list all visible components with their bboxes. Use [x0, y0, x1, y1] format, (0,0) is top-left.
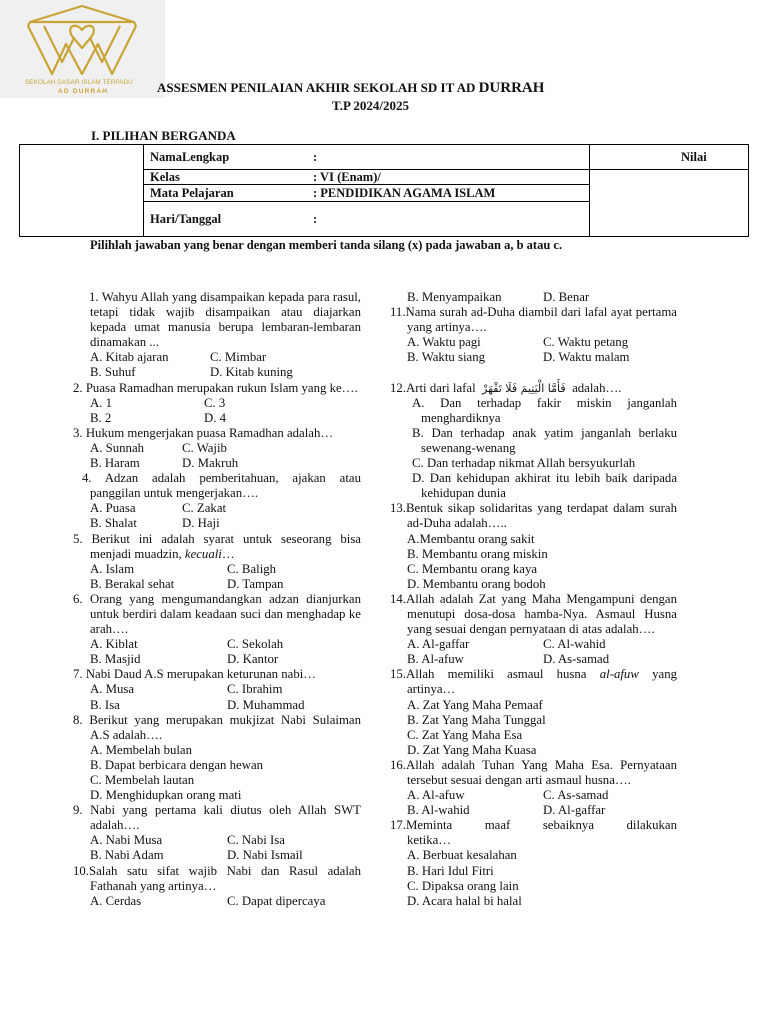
option-c[interactable]: C. As-samad: [543, 788, 609, 803]
class-field[interactable]: : VI (Enam)/: [313, 170, 381, 184]
question-15: [390, 667, 677, 758]
exam-year: T.P 2024/2025: [332, 98, 410, 113]
question-1: [73, 290, 361, 381]
option-c[interactable]: C. Al-wahid: [543, 637, 606, 652]
options-row: [390, 350, 677, 365]
option-c[interactable]: C. Dapat dipercaya: [227, 893, 326, 908]
option-b[interactable]: B. Haram: [90, 456, 140, 471]
options-row: [73, 516, 361, 531]
option-d[interactable]: D. Kantor: [227, 652, 279, 667]
options-row: [390, 743, 677, 758]
question-text: Meminta maaf sebaiknya dilakukan ketika…: [406, 818, 677, 848]
option-a[interactable]: A. Al-afuw: [407, 788, 465, 803]
question-number: 1.: [89, 290, 99, 304]
question-number: 13.: [390, 501, 406, 516]
question-5: [73, 532, 361, 592]
questions-right-column: [390, 290, 677, 909]
question-number: 3.: [73, 425, 83, 440]
question-text: Allah memiliki asmaul husna: [406, 667, 587, 682]
question-text: Nama surah ad-Duha diambil dari lafal ayat pertama yang artinya….: [405, 305, 677, 335]
option-a[interactable]: A. Berbuat kesalahan: [407, 848, 517, 863]
question-number: 8.: [73, 712, 83, 727]
question-number: 7.: [73, 667, 83, 682]
question-number: 6.: [73, 591, 83, 606]
option-d[interactable]: D. As-samad: [543, 652, 610, 667]
options-row: [73, 350, 361, 365]
options-row: [390, 532, 677, 547]
question-3: [73, 426, 361, 471]
option-b[interactable]: B. Berakal sehat: [90, 576, 175, 591]
question-tail: yang artinya…: [407, 667, 677, 697]
options-row: [390, 652, 677, 667]
date-label: Hari/Tanggal: [150, 212, 222, 226]
question-text: Wahyu Allah yang disampaikan kepada para rasul, tetapi tidak wajib disampaikan atau diajarkan kepada umat manusia berupa lembaran-lembaran dinamakan ...: [90, 290, 362, 350]
question-4: [73, 471, 361, 531]
question-text: Berikut ini adalah syarat untuk seseorang bisa menjadi muadzin,: [90, 531, 361, 561]
option-b[interactable]: B. Menyampaikan: [407, 290, 502, 304]
options-row: [73, 456, 361, 471]
question-tail: …: [221, 546, 235, 561]
options-row: [73, 833, 361, 848]
option-b[interactable]: B. Al-wahid: [407, 803, 470, 818]
options-row: [390, 848, 677, 863]
section-title: I. PILIHAN BERGANDA: [91, 128, 236, 143]
option-a[interactable]: A. Nabi Musa: [90, 833, 163, 848]
option-d[interactable]: D. Membantu orang bodoh: [407, 576, 546, 591]
option-c[interactable]: C. Mimbar: [210, 350, 267, 365]
options-row: [390, 562, 677, 577]
option-d[interactable]: D. Makruh: [182, 456, 239, 471]
option-d[interactable]: D. Acara halal bi halal: [407, 893, 522, 908]
option-c[interactable]: C. Membelah lautan: [90, 773, 195, 787]
options-row: [73, 637, 361, 652]
option-b[interactable]: B. Waktu siang: [407, 350, 485, 365]
option-c[interactable]: C. Ibrahim: [227, 682, 283, 697]
option-b[interactable]: B. Al-afuw: [407, 652, 464, 667]
question-text: Orang yang mengumandangkan adzan dianjurkan untuk berdiri dalam keadaan suci dan menghadap ke arah….: [89, 591, 361, 637]
options-row: [390, 788, 677, 803]
options-row: [73, 652, 361, 667]
logo-school-name: AD DURRAH: [58, 88, 109, 95]
option-a[interactable]: A. Al-gaffar: [407, 637, 470, 652]
question-text: Salah satu sifat wajib Nabi dan Rasul adalah Fathanah yang artinya…: [89, 863, 361, 893]
question-number: 11.: [390, 305, 406, 320]
option-c[interactable]: C. 3: [204, 395, 226, 410]
options-row: [73, 848, 361, 863]
exam-title-main: ASSESMEN PENILAIAN AKHIR SEKOLAH SD IT AD: [157, 80, 476, 95]
option-c[interactable]: C. Waktu petang: [543, 335, 629, 350]
option-c[interactable]: C. Baligh: [227, 561, 277, 576]
option-b[interactable]: B. Masjid: [90, 652, 141, 667]
option-d[interactable]: D. Dan kehidupan akhirat itu lebih baik daripada kehidupan dunia: [412, 471, 678, 501]
question-11: [390, 305, 677, 365]
question-16: [390, 758, 677, 818]
question-17: [390, 818, 677, 909]
option-c[interactable]: C. Zakat: [182, 501, 227, 516]
option-a[interactable]: A. Puasa: [90, 501, 136, 516]
option-d[interactable]: D. Benar: [543, 290, 590, 304]
options-row: [73, 788, 361, 803]
question-number: 10.: [73, 863, 89, 878]
option-c[interactable]: C. Wajib: [182, 440, 227, 455]
options-row: [73, 562, 361, 577]
question-number: 14.: [390, 591, 406, 606]
question-number: 12.: [390, 380, 406, 395]
options-row: [390, 698, 677, 713]
options-row: [73, 577, 361, 592]
question-6: [73, 592, 361, 667]
question-text: Berikut yang merupakan mukjizat Nabi Sulaiman A.S adalah….: [89, 712, 361, 742]
arabic-verse: فَأَمَّا الْيَتِيمَ فَلَا تَقْهَرْ: [482, 381, 566, 395]
options-row: [73, 441, 361, 456]
options-row: [390, 577, 677, 592]
option-c[interactable]: C. Dipaksa orang lain: [407, 878, 519, 893]
grade-label: Nilai: [681, 150, 707, 164]
option-b[interactable]: B. Suhuf: [90, 365, 136, 380]
question-10: [73, 864, 361, 909]
question-12: [390, 381, 677, 502]
name-label: NamaLengkap: [150, 150, 230, 164]
option-a[interactable]: A. Islam: [90, 561, 135, 576]
option-a[interactable]: A. 1: [90, 395, 113, 410]
option-d[interactable]: D. Muhammad: [227, 697, 305, 712]
options-row: [390, 547, 677, 562]
question-text: Allah adalah Zat yang Maha Mengampuni dengan menutupi dosa-dosa hamba-Nya. Asmaul Husna yang sesuai dengan pernyataan di atas adalah….: [406, 591, 677, 637]
option-d[interactable]: D. 4: [204, 410, 227, 425]
option-b[interactable]: B. Shalat: [90, 516, 137, 531]
options-row: [73, 773, 361, 788]
option-a[interactable]: A. Kiblat: [90, 637, 138, 652]
options-row: [390, 894, 677, 909]
exam-title-big: DURRAH: [478, 80, 545, 96]
option-b[interactable]: B. Zat Yang Maha Tunggal: [407, 712, 546, 727]
question-text: Bentuk sikap solidaritas yang terdapat dalam surah ad-Duha adalah…..: [406, 501, 677, 531]
question-number: 5.: [73, 531, 83, 546]
options-row: [390, 335, 677, 350]
options-row: [73, 396, 361, 411]
options-row: [73, 501, 361, 516]
question-text: Nabi yang pertama kali diutus oleh Allah SWT adalah….: [90, 803, 361, 833]
option-c[interactable]: C. Sekolah: [227, 637, 284, 652]
options-row: [390, 713, 677, 728]
subject-field: : PENDIDIKAN AGAMA ISLAM: [313, 186, 496, 200]
option-d[interactable]: D. Kitab kuning: [210, 365, 293, 380]
question-text: Nabi Daud A.S merupakan keturunan nabi…: [85, 667, 317, 682]
question-number: 16.: [390, 757, 406, 772]
option-a[interactable]: A. Musa: [90, 682, 135, 697]
question-text: Allah adalah Tuhan Yang Maha Esa. Pernyataan tersebut sesuai dengan arti asmaul husna….: [406, 757, 677, 787]
options-row: [390, 803, 677, 818]
option-b[interactable]: B. Nabi Adam: [90, 848, 164, 863]
options-row: [390, 879, 677, 894]
question-number: 9.: [73, 803, 83, 818]
question-2: [73, 381, 361, 426]
option-d[interactable]: D. Al-gaffar: [543, 803, 606, 818]
option-c[interactable]: C. Nabi Isa: [227, 833, 285, 848]
school-logo: [0, 0, 165, 98]
option-d[interactable]: D. Nabi Ismail: [227, 848, 303, 863]
option-a[interactable]: A. Zat Yang Maha Pemaaf: [407, 697, 543, 712]
options-row: [73, 698, 361, 713]
instruction-text: Pilihlah jawaban yang benar dengan memberi tanda silang (x) pada jawaban a, b atau c.: [90, 238, 563, 252]
option-a[interactable]: A. Cerdas: [90, 893, 142, 908]
question-text: Adzan adalah pemberitahuan, ajakan atau panggilan untuk mengerjakan….: [90, 471, 361, 501]
options-row: [73, 743, 361, 758]
option-c[interactable]: C. Dan terhadap nikmat Allah bersyukurlah: [412, 456, 636, 471]
options-row: [390, 728, 677, 743]
option-c[interactable]: C. Membantu orang kaya: [407, 561, 538, 576]
option-d[interactable]: D. Zat Yang Maha Kuasa: [407, 742, 537, 757]
options-row: [390, 864, 677, 879]
question-number: 2.: [73, 380, 83, 395]
option-c[interactable]: C. Zat Yang Maha Esa: [407, 727, 523, 742]
options-row: [73, 365, 361, 380]
question-7: [73, 667, 361, 712]
option-a[interactable]: A. Sunnah: [90, 440, 145, 455]
option-b[interactable]: B. Isa: [90, 697, 120, 712]
question-10-continued: [390, 290, 677, 305]
option-a[interactable]: A.Membantu orang sakit: [407, 531, 535, 546]
options-row: [73, 758, 361, 773]
question-9: [73, 803, 361, 863]
exam-title: [157, 80, 544, 97]
question-number: 4.: [82, 471, 92, 486]
option-b[interactable]: B. Dapat berbicara dengan hewan: [90, 757, 264, 772]
option-b[interactable]: B. Hari Idul Fitri: [407, 863, 494, 878]
date-field[interactable]: :: [313, 212, 318, 226]
subject-label: Mata Pelajaran: [150, 186, 234, 200]
question-emphasis: kecuali: [184, 546, 222, 561]
question-emphasis: al-afuw: [599, 667, 639, 682]
option-a[interactable]: A. Kitab ajaran: [90, 350, 169, 365]
class-label: Kelas: [150, 170, 180, 184]
option-a[interactable]: A. Dan terhadap fakir miskin janganlah menghardiknya: [412, 395, 677, 425]
option-a[interactable]: A. Waktu pagi: [407, 335, 481, 350]
question-number: 17.: [390, 818, 406, 833]
identity-table: [19, 144, 749, 237]
option-d[interactable]: D. Menghidupkan orang mati: [90, 788, 242, 803]
option-b[interactable]: B. Dan terhadap anak yatim janganlah berlaku sewenang-wenang: [412, 425, 677, 455]
questions-left-column: [73, 290, 361, 909]
question-13: [390, 501, 677, 592]
options-row: [390, 637, 677, 652]
question-text: Puasa Ramadhan merupakan rukun Islam yang ke….: [85, 380, 358, 395]
question-text: Hukum mengerjakan puasa Ramadhan adalah…: [85, 425, 334, 440]
name-field[interactable]: :: [313, 150, 318, 164]
option-a[interactable]: A. Membelah bulan: [90, 742, 192, 757]
question-text: Arti dari lafal: [406, 380, 476, 395]
options-row: [73, 682, 361, 697]
question-number: 15.: [390, 667, 406, 682]
option-d[interactable]: D. Haji: [182, 516, 220, 531]
options-row: [73, 411, 361, 426]
question-8: [73, 713, 361, 804]
crown-logo-icon: [22, 4, 142, 78]
question-14: [390, 592, 677, 667]
option-d[interactable]: D. Waktu malam: [543, 350, 630, 365]
question-tail: adalah….: [572, 380, 622, 395]
options-row: [73, 894, 361, 909]
logo-school-type: SEKOLAH DASAR ISLAM TERPADU: [25, 79, 133, 86]
option-b[interactable]: B. Membantu orang miskin: [407, 546, 548, 561]
option-b[interactable]: B. 2: [90, 410, 112, 425]
option-d[interactable]: D. Tampan: [227, 576, 284, 591]
